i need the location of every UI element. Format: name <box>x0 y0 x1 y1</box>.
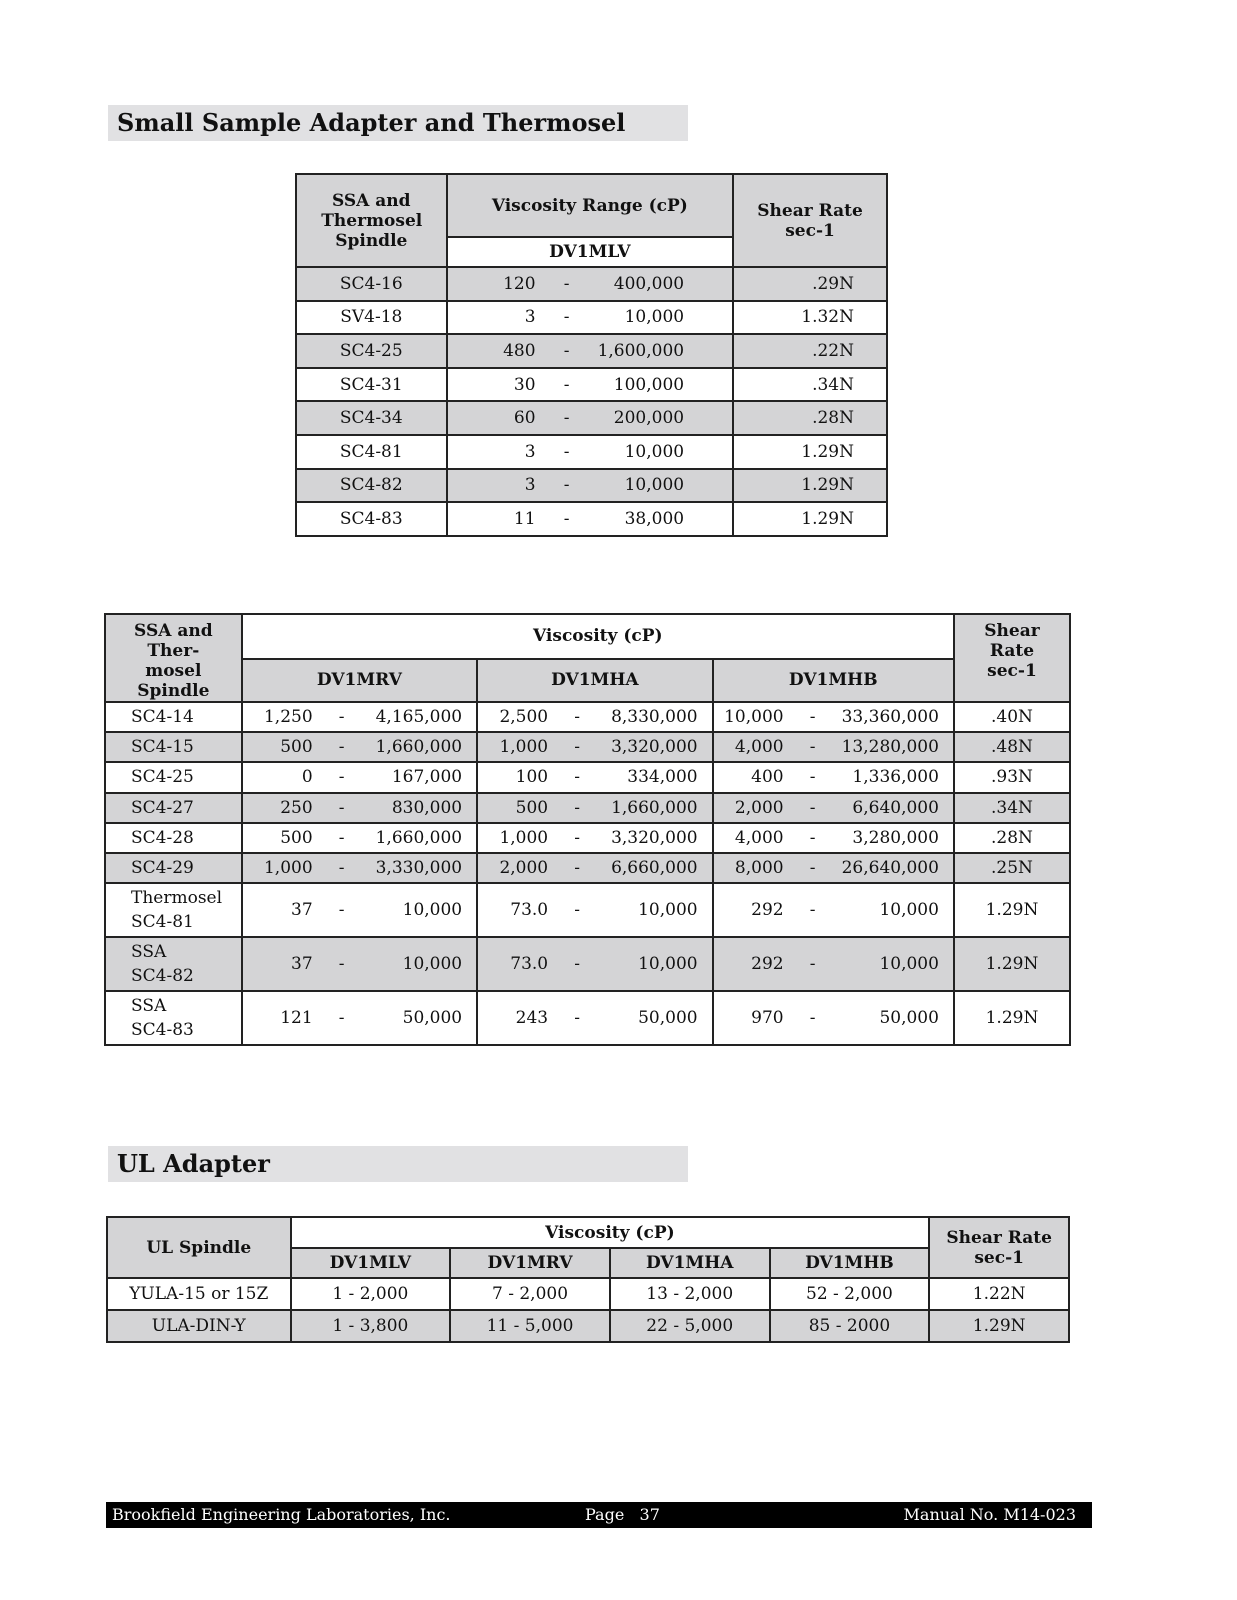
shear-rate-cell: .28N <box>954 823 1070 853</box>
range-low: 243 <box>515 1008 549 1029</box>
header-model: DV1MHB <box>770 1248 930 1278</box>
range-dash: - <box>563 408 570 429</box>
range-low: 3 <box>524 475 536 496</box>
viscosity-range <box>482 900 697 920</box>
range-dash: - <box>563 374 570 395</box>
table-row <box>107 1278 1069 1310</box>
viscosity-cell <box>447 334 734 368</box>
viscosity-range <box>718 900 939 920</box>
range-high: 3,280,000 <box>852 827 939 848</box>
range-low: 500 <box>280 737 313 758</box>
table-row <box>105 732 1070 762</box>
range-dash: - <box>338 954 345 975</box>
range-high: 830,000 <box>391 797 463 818</box>
viscosity-cell <box>477 991 712 1045</box>
range-dash: - <box>338 827 345 848</box>
spindle-cell: SC4-82 <box>296 469 447 503</box>
viscosity-range <box>482 1008 697 1028</box>
header-model: DV1MRV <box>242 659 477 702</box>
range-high: 10,000 <box>402 900 463 921</box>
viscosity-cell <box>447 435 734 469</box>
spindle-line1: SC4-25 <box>131 767 194 788</box>
range-low: 100 <box>515 767 549 788</box>
shear-rate-cell: .48N <box>954 732 1070 762</box>
range-low: 292 <box>751 954 784 975</box>
range-low: 400 <box>751 767 784 788</box>
shear-rate-cell: .28N <box>733 401 887 435</box>
viscosity-cell <box>713 937 954 991</box>
spindle-line1: SC4-14 <box>131 707 194 728</box>
range-dash: - <box>563 340 570 361</box>
viscosity-cell <box>242 762 477 792</box>
shear-rate-cell: 1.29N <box>733 502 887 536</box>
spindle-cell: SC4-83 <box>296 502 447 536</box>
range-dash: - <box>809 827 816 848</box>
range-dash: - <box>574 767 580 788</box>
range-dash: - <box>563 508 570 529</box>
header-spindle: UL Spindle <box>107 1217 291 1278</box>
range-low: 1,000 <box>499 827 549 848</box>
table-row <box>296 401 887 435</box>
spindle-cell <box>105 762 242 792</box>
range-low: 8,000 <box>734 858 784 879</box>
range-dash: - <box>574 1008 580 1029</box>
viscosity-cell: 1 - 2,000 <box>291 1278 451 1310</box>
viscosity-cell <box>713 853 954 883</box>
range-dash: - <box>574 827 580 848</box>
header-shear-line1: Shear Rate <box>984 621 1040 661</box>
range-high: 50,000 <box>402 1008 463 1029</box>
viscosity-range <box>718 767 939 787</box>
range-low: 500 <box>515 797 549 818</box>
table-row <box>296 301 887 335</box>
viscosity-range <box>482 954 697 974</box>
viscosity-range <box>482 737 697 757</box>
range-dash: - <box>574 707 580 728</box>
range-dash: - <box>563 441 570 462</box>
table-row <box>296 435 887 469</box>
viscosity-cell <box>713 823 954 853</box>
table-row <box>296 469 887 503</box>
shear-rate-cell: .40N <box>954 702 1070 732</box>
viscosity-range <box>247 858 462 878</box>
header-spindle: SSA and Thermosel Spindle <box>296 174 447 267</box>
spindle-line1: SC4-27 <box>131 797 194 818</box>
footer-manual-number: Manual No. M14-023 <box>903 1505 1076 1524</box>
viscosity-cell <box>242 823 477 853</box>
viscosity-range <box>482 828 697 848</box>
range-high: 10,000 <box>638 900 698 921</box>
viscosity-cell: 7 - 2,000 <box>450 1278 610 1310</box>
spindle-line2: SC4-82 <box>131 966 194 987</box>
range-dash: - <box>574 900 580 921</box>
spindle-cell: SC4-25 <box>296 334 447 368</box>
table-row <box>296 368 887 402</box>
range-low: 73.0 <box>510 900 549 921</box>
range-low: 121 <box>280 1008 313 1029</box>
footer-company: Brookfield Engineering Laboratories, Inc. <box>112 1505 451 1524</box>
spindle-line2: SC4-81 <box>131 912 194 933</box>
range-high: 50,000 <box>638 1008 698 1029</box>
viscosity-cell <box>447 368 734 402</box>
table-row <box>105 793 1070 823</box>
shear-rate-cell: 1.29N <box>954 883 1070 937</box>
spindle-cell <box>105 732 242 762</box>
spindle-cell: SC4-81 <box>296 435 447 469</box>
range-low: 500 <box>280 827 313 848</box>
spindle-cell: SC4-16 <box>296 267 447 301</box>
range-high: 10,000 <box>402 954 463 975</box>
section-title-ul: UL Adapter <box>108 1146 688 1182</box>
page-footer <box>106 1502 1092 1528</box>
range-high: 10,000 <box>624 307 685 328</box>
header-model: DV1MLV <box>291 1248 451 1278</box>
shear-rate-cell: .22N <box>733 334 887 368</box>
viscosity-cell <box>477 937 712 991</box>
header-shear-rate <box>954 614 1070 702</box>
viscosity-cell: 85 - 2000 <box>770 1310 930 1342</box>
viscosity-range <box>482 707 697 727</box>
viscosity-range <box>454 375 685 395</box>
range-high: 10,000 <box>638 954 698 975</box>
viscosity-range <box>454 509 685 529</box>
spindle-cell: ULA-DIN-Y <box>107 1310 291 1342</box>
range-low: 2,500 <box>499 707 549 728</box>
spindle-cell <box>105 793 242 823</box>
range-low: 1,000 <box>499 737 549 758</box>
header-model: DV1MHA <box>610 1248 770 1278</box>
spindle-line1: SC4-28 <box>131 827 194 848</box>
shear-rate-cell: 1.29N <box>733 469 887 503</box>
spindle-cell <box>105 883 242 937</box>
viscosity-range <box>454 274 685 294</box>
spindle-line1: SSA <box>131 996 167 1017</box>
shear-rate-cell: .25N <box>954 853 1070 883</box>
range-high: 400,000 <box>613 273 685 294</box>
header-spindle-line2: mosel Spindle <box>137 661 210 701</box>
spindle-line1: SC4-29 <box>131 858 194 879</box>
range-dash: - <box>809 900 816 921</box>
spindle-line2: SC4-83 <box>131 1020 194 1041</box>
footer-page-number: Page 37 <box>585 1505 660 1524</box>
header-spindle-line1: SSA and Ther- <box>134 621 213 661</box>
viscosity-cell <box>713 732 954 762</box>
table-row <box>105 853 1070 883</box>
viscosity-cell <box>447 301 734 335</box>
viscosity-range <box>482 798 697 818</box>
range-dash: - <box>809 737 816 758</box>
range-low: 11 <box>513 508 536 529</box>
viscosity-range <box>247 767 462 787</box>
viscosity-range <box>482 767 697 787</box>
viscosity-cell <box>447 502 734 536</box>
spindle-cell <box>105 937 242 991</box>
spindle-cell <box>105 991 242 1045</box>
range-dash: - <box>809 767 816 788</box>
header-viscosity-range: Viscosity Range (cP) <box>447 174 734 237</box>
table-row <box>107 1310 1069 1342</box>
viscosity-cell <box>242 732 477 762</box>
range-low: 480 <box>503 340 536 361</box>
viscosity-range <box>454 408 685 428</box>
shear-rate-cell: 1.29N <box>733 435 887 469</box>
range-dash: - <box>574 797 580 818</box>
range-high: 10,000 <box>879 900 939 921</box>
ssa-multi-model-table <box>104 613 1071 1046</box>
table-row <box>296 334 887 368</box>
range-high: 8,330,000 <box>611 707 698 728</box>
viscosity-cell <box>713 991 954 1045</box>
range-dash: - <box>563 273 570 294</box>
range-low: 73.0 <box>510 954 549 975</box>
range-dash: - <box>574 954 580 975</box>
range-high: 334,000 <box>627 767 698 788</box>
range-low: 4,000 <box>734 827 784 848</box>
viscosity-range <box>718 737 939 757</box>
range-low: 37 <box>291 954 313 975</box>
range-high: 1,660,000 <box>611 797 698 818</box>
viscosity-cell <box>242 991 477 1045</box>
range-dash: - <box>809 1008 816 1029</box>
viscosity-range <box>247 798 462 818</box>
shear-rate-cell: 1.29N <box>929 1310 1069 1342</box>
range-dash: - <box>338 858 345 879</box>
viscosity-cell <box>242 937 477 991</box>
viscosity-range <box>247 707 462 727</box>
spindle-line1: SC4-15 <box>131 737 194 758</box>
viscosity-range <box>718 798 939 818</box>
range-high: 13,280,000 <box>841 737 939 758</box>
shear-rate-cell: 1.22N <box>929 1278 1069 1310</box>
range-low: 0 <box>301 767 313 788</box>
spindle-cell <box>105 702 242 732</box>
shear-rate-cell: 1.32N <box>733 301 887 335</box>
range-dash: - <box>338 797 345 818</box>
range-dash: - <box>338 707 345 728</box>
shear-rate-cell: .34N <box>733 368 887 402</box>
table-row <box>105 883 1070 937</box>
range-low: 1,250 <box>263 707 313 728</box>
range-low: 250 <box>280 797 313 818</box>
range-dash: - <box>338 767 345 788</box>
viscosity-cell <box>447 267 734 301</box>
viscosity-range <box>247 900 462 920</box>
header-viscosity: Viscosity (cP) <box>242 614 954 659</box>
range-dash: - <box>809 797 816 818</box>
viscosity-range <box>718 954 939 974</box>
viscosity-cell <box>477 732 712 762</box>
range-low: 2,000 <box>499 858 549 879</box>
viscosity-cell <box>242 883 477 937</box>
spindle-line1: SSA <box>131 942 167 963</box>
range-high: 200,000 <box>613 408 685 429</box>
header-model: DV1MRV <box>450 1248 610 1278</box>
viscosity-cell <box>242 853 477 883</box>
viscosity-range <box>454 475 685 495</box>
header-shear-line2: sec-1 <box>974 1247 1024 1268</box>
header-model: DV1MHA <box>477 659 712 702</box>
range-high: 3,330,000 <box>375 858 463 879</box>
range-high: 167,000 <box>391 767 463 788</box>
range-high: 3,320,000 <box>611 737 698 758</box>
spindle-cell: YULA-15 or 15Z <box>107 1278 291 1310</box>
spindle-cell <box>105 853 242 883</box>
viscosity-range <box>718 1008 939 1028</box>
section-title-ssa: Small Sample Adapter and Thermosel <box>108 105 688 141</box>
range-high: 33,360,000 <box>841 707 939 728</box>
viscosity-cell <box>447 469 734 503</box>
viscosity-cell <box>477 823 712 853</box>
viscosity-cell <box>713 702 954 732</box>
range-low: 10,000 <box>724 707 784 728</box>
range-low: 292 <box>751 900 784 921</box>
range-high: 10,000 <box>879 954 939 975</box>
viscosity-cell: 52 - 2,000 <box>770 1278 930 1310</box>
range-high: 1,660,000 <box>375 827 463 848</box>
header-viscosity: Viscosity (cP) <box>291 1217 930 1248</box>
shear-rate-cell: .34N <box>954 793 1070 823</box>
range-dash: - <box>338 737 345 758</box>
range-high: 50,000 <box>879 1008 939 1029</box>
viscosity-cell <box>713 793 954 823</box>
header-shear-line2: sec-1 <box>987 661 1037 681</box>
viscosity-range <box>454 307 685 327</box>
range-low: 3 <box>524 441 536 462</box>
range-dash: - <box>338 1008 345 1029</box>
table-row <box>105 702 1070 732</box>
range-low: 2,000 <box>734 797 784 818</box>
shear-rate-cell: .29N <box>733 267 887 301</box>
range-dash: - <box>809 707 816 728</box>
viscosity-cell <box>713 762 954 792</box>
viscosity-cell: 22 - 5,000 <box>610 1310 770 1342</box>
range-low: 37 <box>291 900 313 921</box>
header-shear-rate <box>929 1217 1069 1278</box>
range-low: 120 <box>503 273 536 294</box>
range-high: 38,000 <box>624 508 685 529</box>
range-high: 6,660,000 <box>611 858 698 879</box>
table-row <box>296 502 887 536</box>
viscosity-cell: 11 - 5,000 <box>450 1310 610 1342</box>
table-row <box>105 762 1070 792</box>
viscosity-range <box>454 341 685 361</box>
viscosity-cell <box>477 702 712 732</box>
range-dash: - <box>809 858 816 879</box>
range-high: 10,000 <box>624 475 685 496</box>
range-low: 4,000 <box>734 737 784 758</box>
viscosity-range <box>482 858 697 878</box>
range-high: 6,640,000 <box>852 797 939 818</box>
spindle-cell: SC4-34 <box>296 401 447 435</box>
table-row <box>105 823 1070 853</box>
range-dash: - <box>574 858 580 879</box>
range-high: 4,165,000 <box>375 707 463 728</box>
shear-rate-cell: .93N <box>954 762 1070 792</box>
spindle-line1: Thermosel <box>131 888 223 909</box>
spindle-cell: SC4-31 <box>296 368 447 402</box>
viscosity-cell <box>447 401 734 435</box>
range-dash: - <box>338 900 345 921</box>
viscosity-range <box>247 828 462 848</box>
range-high: 10,000 <box>624 441 685 462</box>
viscosity-cell <box>477 762 712 792</box>
range-dash: - <box>563 307 570 328</box>
range-high: 26,640,000 <box>841 858 939 879</box>
header-model: DV1MHB <box>713 659 954 702</box>
range-low: 970 <box>751 1008 784 1029</box>
range-high: 1,660,000 <box>375 737 463 758</box>
range-high: 100,000 <box>613 374 685 395</box>
table-row <box>105 991 1070 1045</box>
viscosity-range <box>454 442 685 462</box>
range-dash: - <box>809 954 816 975</box>
table-row <box>105 937 1070 991</box>
viscosity-cell <box>477 793 712 823</box>
ssa-mlv-table <box>295 173 888 537</box>
range-dash: - <box>574 737 580 758</box>
viscosity-cell <box>713 883 954 937</box>
range-low: 3 <box>524 307 536 328</box>
table-row <box>296 267 887 301</box>
header-spindle <box>105 614 242 702</box>
range-dash: - <box>563 475 570 496</box>
spindle-cell <box>105 823 242 853</box>
viscosity-range <box>247 1008 462 1028</box>
viscosity-range <box>247 954 462 974</box>
range-high: 1,336,000 <box>852 767 939 788</box>
viscosity-cell <box>477 883 712 937</box>
shear-rate-cell: 1.29N <box>954 937 1070 991</box>
spindle-cell: SV4-18 <box>296 301 447 335</box>
viscosity-range <box>718 707 939 727</box>
viscosity-cell <box>242 793 477 823</box>
header-model-dv1mlv: DV1MLV <box>447 237 734 267</box>
shear-rate-cell: 1.29N <box>954 991 1070 1045</box>
viscosity-cell: 13 - 2,000 <box>610 1278 770 1310</box>
ul-adapter-table <box>106 1216 1070 1343</box>
range-low: 30 <box>513 374 536 395</box>
viscosity-cell: 1 - 3,800 <box>291 1310 451 1342</box>
range-low: 1,000 <box>263 858 313 879</box>
range-high: 1,600,000 <box>597 340 685 361</box>
viscosity-range <box>247 737 462 757</box>
header-shear-rate: Shear Rate sec-1 <box>733 174 887 267</box>
header-shear-line1: Shear Rate <box>946 1227 1052 1248</box>
range-high: 3,320,000 <box>611 827 698 848</box>
viscosity-range <box>718 828 939 848</box>
viscosity-cell <box>477 853 712 883</box>
viscosity-cell <box>242 702 477 732</box>
viscosity-range <box>718 858 939 878</box>
range-low: 60 <box>513 408 536 429</box>
